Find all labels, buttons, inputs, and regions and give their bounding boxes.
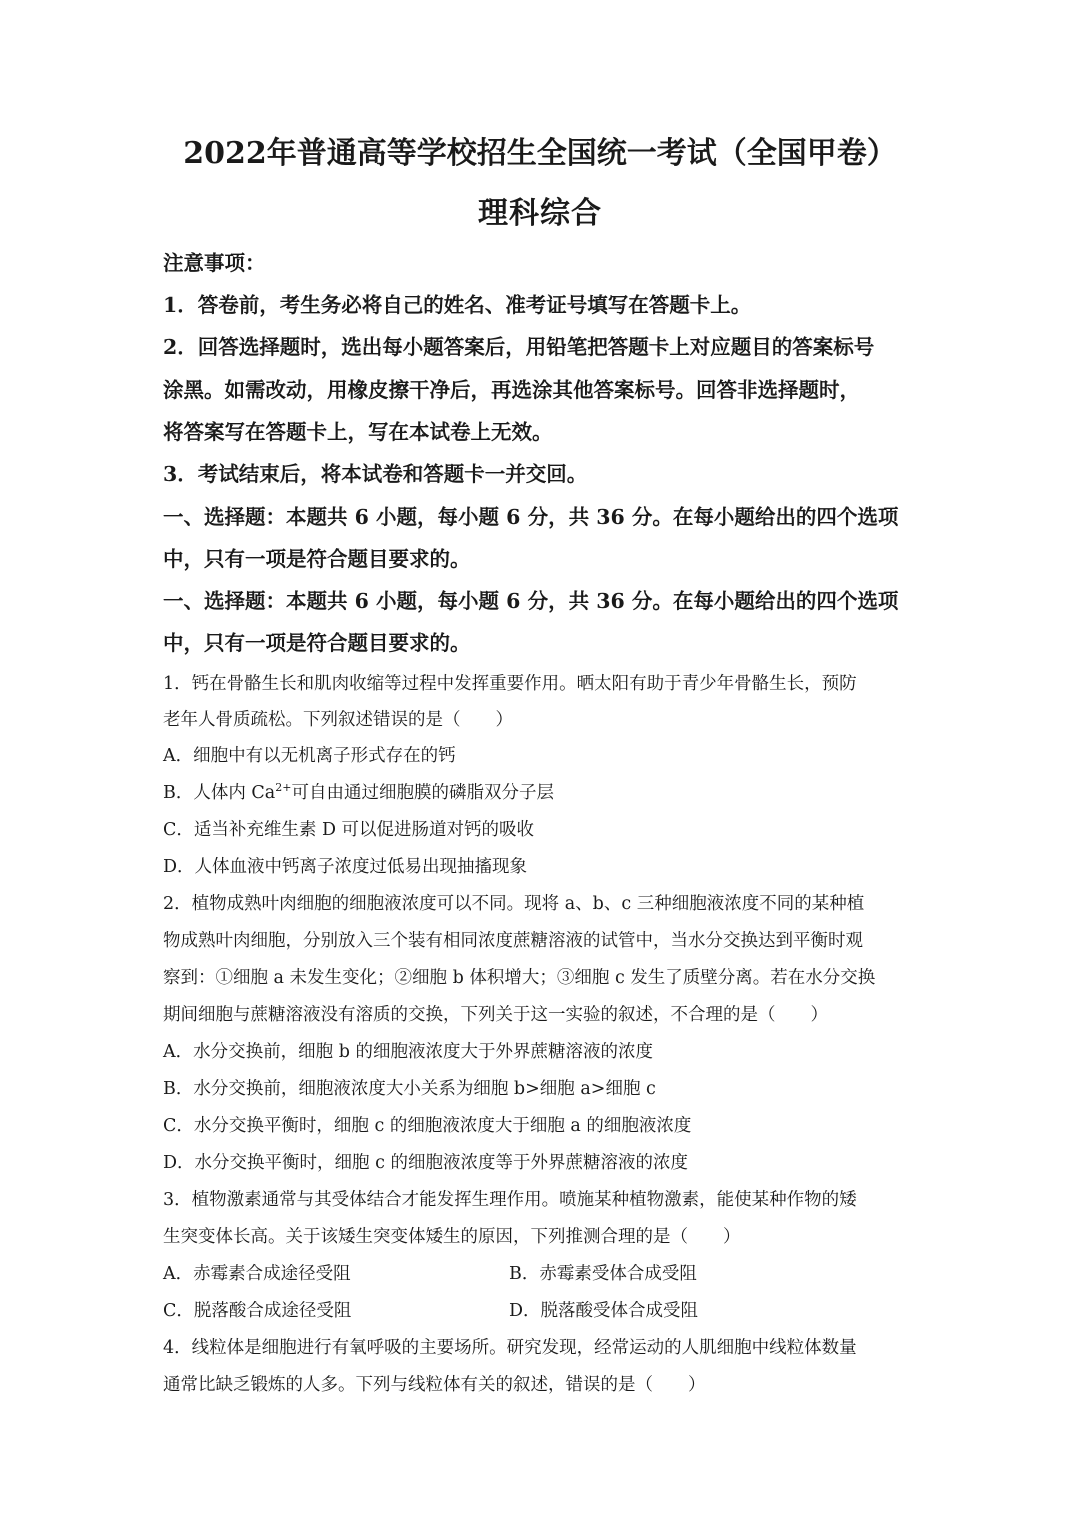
q1-option-b-sup: 2+ [275,781,292,794]
q1-option-c: C．适当补充维生素 D 可以促进肠道对钙的吸收 [163,820,535,840]
q3-option-b: B．赤霉素受体合成受阻 [509,1264,697,1284]
q2-option-b: B．水分交换前，细胞液浓度大小关系为细胞 b>细胞 a>细胞 c [163,1079,656,1099]
q2-stem-line-1: 2．植物成熟叶肉细胞的细胞液浓度可以不同。现将 a、b、c 三种细胞液浓度不同的某种植 [163,894,865,914]
q1-option-b-post: 可自由通过细胞膜的磷脂双分子层 [291,783,554,803]
q2-stem-line-4: 期间细胞与蔗糖溶液没有溶质的交换，下列关于这一实验的叙述，不合理的是（ ） [163,1005,828,1025]
page-title: 2022年普通高等学校招生全国统一考试（全国甲卷） [183,136,897,171]
q1-option-d: D．人体血液中钙离子浓度过低易出现抽搐现象 [163,857,528,877]
q3-option-a: A．赤霉素合成途径受阻 [163,1264,351,1284]
q1-stem-line-1: 1．钙在骨骼生长和肌肉收缩等过程中发挥重要作用。晒太阳有助于青少年骨骼生长，预防 [163,674,857,694]
q4-stem-line-1: 4．线粒体是细胞进行有氧呼吸的主要场所。研究发现，经常运动的人肌细胞中线粒体数量 [163,1338,857,1358]
note-2-line-1: 2．回答选择题时，选出每小题答案后，用铅笔把答题卡上对应题目的答案标号 [163,335,875,359]
section-heading-line-2: 中，只有一项是符合题目要求的。 [163,547,471,571]
section-heading-line-4: 中，只有一项是符合题目要求的。 [163,631,471,655]
page-subtitle: 理科综合 [478,196,602,231]
q2-stem-line-3: 察到：①细胞 a 未发生变化；②细胞 b 体积增大；③细胞 c 发生了质壁分离。若在水分交换 [163,968,876,988]
q1-stem-line-2: 老年人骨质疏松。下列叙述错误的是（ ） [163,710,513,730]
q2-option-d: D．水分交换平衡时，细胞 c 的细胞液浓度等于外界蔗糖溶液的浓度 [163,1153,688,1173]
q3-stem-line-1: 3．植物激素通常与其受体结合才能发挥生理作用。喷施某种植物激素，能使某种作物的矮 [163,1190,857,1210]
q3-stem-line-2: 生突变体长高。关于该矮生突变体矮生的原因，下列推测合理的是（ ） [163,1227,741,1247]
q3-option-c: C．脱落酸合成途径受阻 [163,1301,352,1321]
q2-stem-line-2: 物成熟叶肉细胞，分别放入三个装有相同浓度蔗糖溶液的试管中，当水分交换达到平衡时观 [163,931,863,951]
q1-option-a: A．细胞中有以无机离子形式存在的钙 [163,746,456,766]
note-3: 3．考试结束后，将本试卷和答题卡一并交回。 [163,462,588,486]
note-1: 1．答卷前，考生务必将自己的姓名、准考证号填写在答题卡上。 [163,293,752,317]
q3-option-d: D．脱落酸受体合成受阻 [509,1301,699,1321]
q2-option-c: C．水分交换平衡时，细胞 c 的细胞液浓度大于细胞 a 的细胞液浓度 [163,1116,692,1136]
q1-option-b-pre: B．人体内 Ca [163,783,276,803]
note-2-line-2: 涂黑。如需改动，用橡皮擦干净后，再选涂其他答案标号。回答非选择题时， [163,378,860,402]
note-2-line-3: 将答案写在答题卡上，写在本试卷上无效。 [163,420,553,444]
q4-stem-line-2: 通常比缺乏锻炼的人多。下列与线粒体有关的叙述，错误的是（ ） [163,1375,706,1395]
section-heading-line-3: 一、选择题：本题共 6 小题，每小题 6 分，共 36 分。在每小题给出的四个选项 [163,589,899,613]
section-heading-line-1: 一、选择题：本题共 6 小题，每小题 6 分，共 36 分。在每小题给出的四个选项 [163,505,899,529]
q2-option-a: A．水分交换前，细胞 b 的细胞液浓度大于外界蔗糖溶液的浓度 [163,1042,653,1062]
notes-heading: 注意事项： [163,251,266,275]
q1-option-b [163,779,554,804]
